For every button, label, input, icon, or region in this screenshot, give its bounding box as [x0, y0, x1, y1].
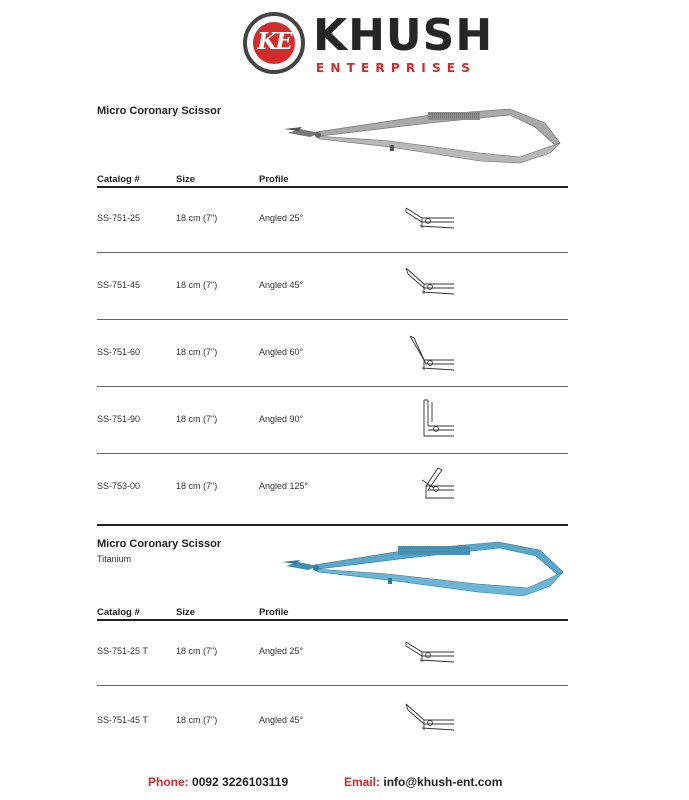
titanium-scissor-image	[278, 534, 570, 604]
row-profile: Angled 25°	[259, 213, 304, 223]
profile-angle-90-icon	[418, 398, 458, 440]
row-divider	[97, 252, 568, 253]
row-profile: Angled 60°	[259, 347, 304, 357]
section-subtitle: Titanium	[97, 554, 132, 564]
row-catalog: SS-751-45	[97, 280, 141, 290]
phone-number[interactable]: 0092 3226103119	[192, 775, 289, 789]
row-size: 18 cm (7")	[176, 481, 218, 491]
header-catalog: Catalog #	[97, 607, 140, 618]
row-profile: Angled 45°	[259, 715, 304, 725]
profile-angle-45-icon	[404, 700, 456, 734]
row-profile: Angled 90°	[259, 414, 304, 424]
profile-angle-45-icon	[404, 264, 456, 298]
brand-tagline: ENTERPRISES	[316, 61, 477, 75]
header-catalog: Catalog #	[97, 174, 140, 185]
row-catalog: SS-751-45 T	[97, 715, 148, 725]
row-size: 18 cm (7")	[176, 715, 218, 725]
row-size: 18 cm (7")	[176, 280, 218, 290]
row-divider	[97, 319, 568, 320]
email-address[interactable]: info@khush-ent.com	[383, 775, 503, 789]
row-size: 18 cm (7")	[176, 347, 218, 357]
header-divider	[97, 619, 568, 621]
row-size: 18 cm (7")	[176, 646, 218, 656]
brand-logo	[243, 10, 494, 80]
row-catalog: SS-751-60	[97, 347, 141, 357]
row-catalog: SS-751-90	[97, 414, 141, 424]
phone-label: Phone:	[148, 775, 189, 789]
row-size: 18 cm (7")	[176, 414, 218, 424]
row-divider	[97, 453, 568, 454]
header-profile: Profile	[259, 174, 289, 185]
profile-angle-25-icon	[404, 638, 456, 666]
row-catalog: SS-753-00	[97, 481, 141, 491]
row-catalog: SS-751-25	[97, 213, 141, 223]
header-profile: Profile	[259, 607, 289, 618]
section-title: Micro Coronary Scissor	[97, 105, 222, 117]
profile-angle-60-icon	[404, 334, 456, 374]
row-profile: Angled 125°	[259, 481, 309, 491]
brand-name: KHUSH	[313, 10, 494, 61]
footer-phone	[148, 775, 288, 789]
steel-scissor-image	[280, 103, 570, 171]
row-catalog: SS-751-25 T	[97, 646, 148, 656]
row-size: 18 cm (7")	[176, 213, 218, 223]
email-label: Email:	[344, 775, 381, 789]
row-profile: Angled 45°	[259, 280, 304, 290]
row-profile: Angled 25°	[259, 646, 304, 656]
footer-email	[344, 775, 502, 789]
row-divider	[97, 685, 568, 686]
header-size: Size	[176, 607, 196, 618]
profile-angle-25-icon	[404, 204, 456, 232]
header-divider	[97, 186, 568, 188]
profile-angle-125-icon	[418, 466, 458, 504]
header-size: Size	[176, 174, 196, 185]
logo-mark: KE	[257, 28, 291, 55]
section-divider	[97, 524, 568, 526]
logo-emblem	[243, 12, 305, 74]
row-divider	[97, 386, 568, 387]
section-title: Micro Coronary Scissor	[97, 538, 222, 550]
